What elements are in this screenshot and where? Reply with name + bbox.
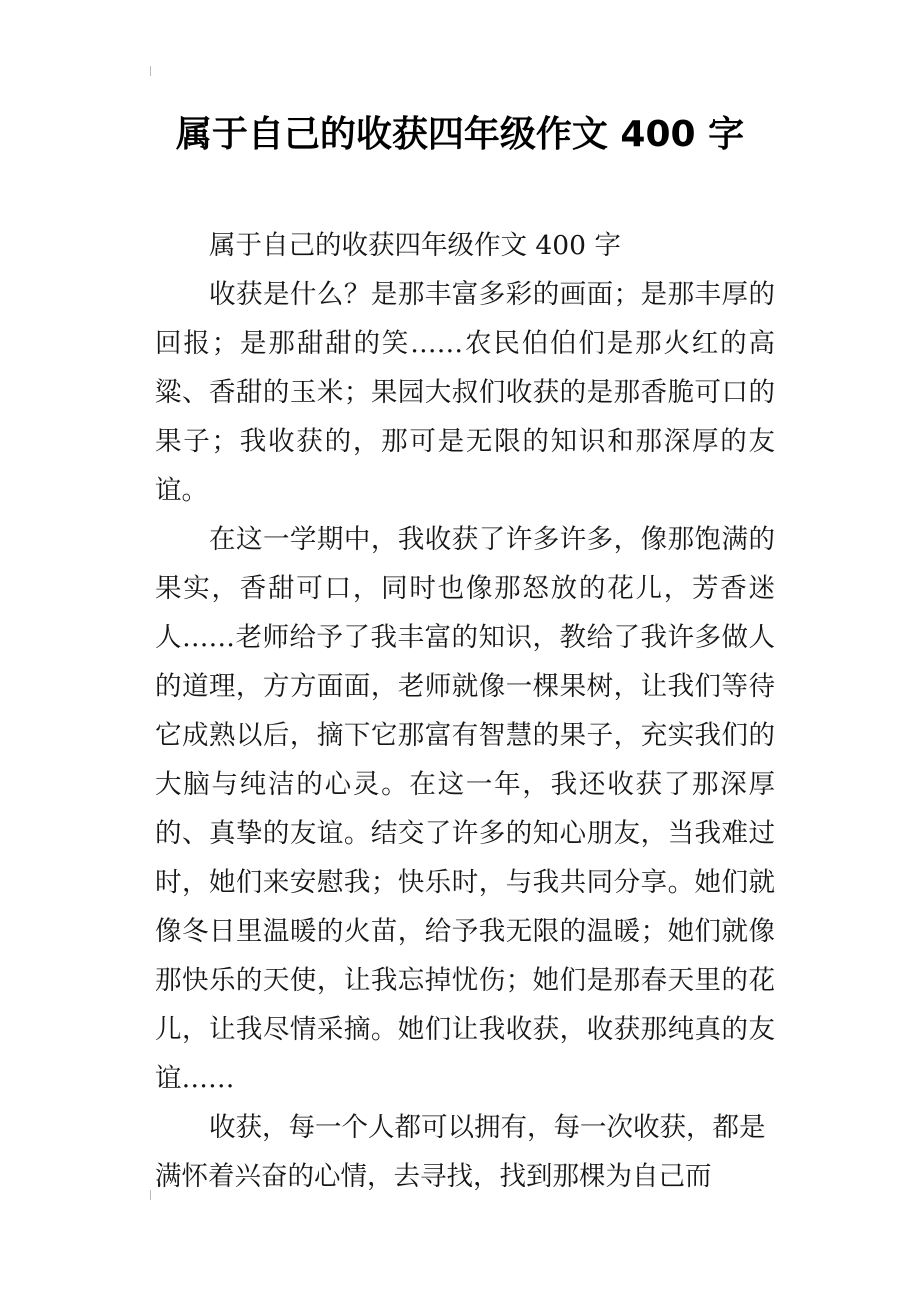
- paragraph: 收获，每一个人都可以拥有，每一次收获，都是满怀着兴奋的心情，去寻找，找到那棵为自己而: [155, 1112, 766, 1192]
- paragraph-heading: 属于自己的收获四年级作文 400 字: [209, 230, 621, 261]
- document-title: 属于自己的收获四年级作文 400 字: [175, 114, 745, 155]
- document-body: [155, 221, 775, 1201]
- paragraph: 收获是什么？是那丰富多彩的画面；是那丰厚的回报；是那甜甜的笑……农民伯伯们是那火红的高粱、香甜的玉米；果园大叔们收获的是那香脆可口的果子；我收获的，那可是无限的知识和那深厚的友谊。: [155, 279, 775, 506]
- crop-mark-bottom: [150, 1190, 157, 1200]
- crop-mark-top: [150, 66, 157, 76]
- paragraph: 在这一学期中，我收获了许多许多，像那饱满的果实，香甜可口，同时也像那怒放的花儿，芳香迷人……老师给予了我丰富的知识，教给了我许多做人的道理，方方面面，老师就像一棵果树，让我们等待它成熟以后，摘下它那富有智慧的果子，充实我们的大脑与纯洁的心灵。在这一年，我还收获了那深厚的、真挚的友谊。结交了许多的知心朋友，当我难过时，她们来安慰我；快乐时，与我共同分享。她们就像冬日里温暖的火苗，给予我无限的温暖；她们就像那快乐的天使，让我忘掉忧伤；她们是那春天里的花儿，让我尽情采摘。她们让我收获，收获那纯真的友谊……: [155, 524, 775, 1094]
